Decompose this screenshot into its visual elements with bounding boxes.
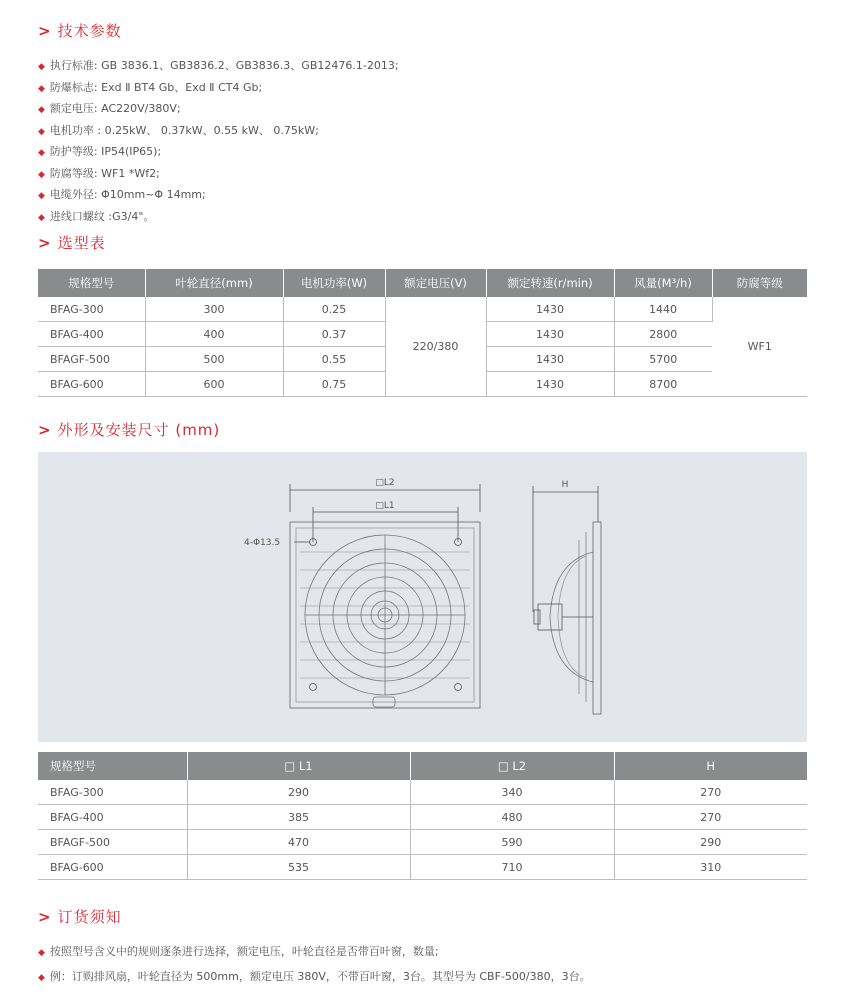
note-item: ◆ 例：订购排风扇，叶轮直径为 500mm，额定电压 380V，不带百叶窗，3台。其型号为 CBF-500/380，3台。 xyxy=(38,965,591,990)
diamond-bullet-icon: ◆ xyxy=(38,169,45,180)
spec-list xyxy=(38,56,399,228)
hole-label: 4-Φ13.5 xyxy=(244,538,281,548)
cell-flow: 1440 xyxy=(614,297,712,322)
header-power: 电机功率(W) xyxy=(283,269,385,297)
chevron-right-icon: > xyxy=(38,22,52,40)
order-notes xyxy=(38,940,591,990)
dimension-table xyxy=(38,752,807,880)
cell-diameter: 300 xyxy=(145,297,283,322)
cell-diameter: 400 xyxy=(145,322,283,347)
cell-speed: 1430 xyxy=(486,297,614,322)
cell-l1: 290 xyxy=(187,780,410,805)
cell-diameter: 500 xyxy=(145,347,283,372)
spec-item: ◆ 电缆外径: Φ10mm~Φ 14mm; xyxy=(38,185,399,207)
cell-model: BFAG-400 xyxy=(38,322,145,347)
table-header-row xyxy=(38,752,807,780)
note-item: ◆ 按照型号含义中的规则逐条进行选择，额定电压，叶轮直径是否带百叶窗，数量; xyxy=(38,940,591,965)
fan-grille xyxy=(305,535,465,695)
header-speed: 额定转速(r/min) xyxy=(486,269,614,297)
table-row xyxy=(38,830,807,855)
cell-voltage: 220/380 xyxy=(385,297,486,397)
diamond-bullet-icon: ◆ xyxy=(38,62,45,72)
diamond-bullet-icon: ◆ xyxy=(38,212,45,223)
cell-flow: 2800 xyxy=(614,322,712,347)
cell-diameter: 600 xyxy=(145,372,283,397)
cell-flow: 5700 xyxy=(614,347,712,372)
diamond-bullet-icon: ◆ xyxy=(38,948,45,958)
cell-speed: 1430 xyxy=(486,322,614,347)
selection-table xyxy=(38,269,807,397)
header-l2: □ L2 xyxy=(410,752,614,780)
cell-model: BFAG-300 xyxy=(38,297,145,322)
header-model: 规格型号 xyxy=(38,269,145,297)
diamond-bullet-icon: ◆ xyxy=(38,105,45,115)
spec-item: ◆ 电机功率 : 0.25kW、 0.37kW、0.55 kW、 0.75kW; xyxy=(38,121,399,143)
diamond-bullet-icon: ◆ xyxy=(38,148,45,158)
chevron-right-icon: > xyxy=(38,421,52,439)
cell-l2: 710 xyxy=(410,855,614,880)
section-title-order: > 订货须知 xyxy=(38,908,122,926)
cell-h: 270 xyxy=(614,805,807,830)
cell-speed: 1430 xyxy=(486,372,614,397)
cell-h: 310 xyxy=(614,855,807,880)
cell-l2: 480 xyxy=(410,805,614,830)
spec-item: ◆ 进线口螺纹 :G3/4"。 xyxy=(38,207,399,229)
section-title-dimensions: > 外形及安装尺寸 (mm) xyxy=(38,421,221,439)
l1-label: □L1 xyxy=(375,501,395,511)
table-row xyxy=(38,780,807,805)
diamond-bullet-icon: ◆ xyxy=(38,83,45,94)
cell-model: BFAG-300 xyxy=(38,780,187,805)
cell-power: 0.75 xyxy=(283,372,385,397)
header-diameter: 叶轮直径(mm) xyxy=(145,269,283,297)
cell-h: 290 xyxy=(614,830,807,855)
header-h: H xyxy=(614,752,807,780)
mounting-holes xyxy=(310,539,462,691)
cell-model: BFAG-400 xyxy=(38,805,187,830)
section-title-tech: > 技术参数 xyxy=(38,22,122,40)
header-flow: 风量(M³/h) xyxy=(614,269,712,297)
spec-item: ◆ 防爆标志: Exd Ⅱ BT4 Gb、Exd Ⅱ CT4 Gb; xyxy=(38,78,399,100)
cell-power: 0.37 xyxy=(283,322,385,347)
table-header-row xyxy=(38,269,807,297)
fan-drawing xyxy=(38,452,807,742)
cell-l1: 385 xyxy=(187,805,410,830)
cell-h: 270 xyxy=(614,780,807,805)
table-row xyxy=(38,297,807,322)
diamond-bullet-icon: ◆ xyxy=(38,126,45,137)
spec-item: ◆ 额定电压: AC220V/380V; xyxy=(38,99,399,121)
header-model: 规格型号 xyxy=(38,752,187,780)
h-label: H xyxy=(561,480,569,490)
cell-l1: 470 xyxy=(187,830,410,855)
spec-item: ◆ 防护等级: IP54(IP65); xyxy=(38,142,399,164)
header-voltage: 额定电压(V) xyxy=(385,269,486,297)
table-row xyxy=(38,855,807,880)
cell-power: 0.55 xyxy=(283,347,385,372)
cell-model: BFAG-600 xyxy=(38,855,187,880)
cell-l2: 590 xyxy=(410,830,614,855)
chevron-right-icon: > xyxy=(38,908,52,926)
side-plate xyxy=(593,522,601,714)
spec-item: ◆ 执行标准: GB 3836.1、GB3836.2、GB3836.3、GB12476.1-2013; xyxy=(38,56,399,78)
drawing-panel xyxy=(38,452,807,742)
l2-label: □L2 xyxy=(375,478,395,488)
cell-l1: 535 xyxy=(187,855,410,880)
diamond-bullet-icon: ◆ xyxy=(38,191,45,201)
section-title-selection: > 选型表 xyxy=(38,234,106,252)
cell-model: BFAGF-500 xyxy=(38,830,187,855)
cell-model: BFAGF-500 xyxy=(38,347,145,372)
table-row xyxy=(38,805,807,830)
cell-flow: 8700 xyxy=(614,372,712,397)
chevron-right-icon: > xyxy=(38,234,52,252)
cell-power: 0.25 xyxy=(283,297,385,322)
cell-speed: 1430 xyxy=(486,347,614,372)
cell-grade: WF1 xyxy=(712,297,807,397)
header-l1: □ L1 xyxy=(187,752,410,780)
cell-l2: 340 xyxy=(410,780,614,805)
header-grade: 防腐等级 xyxy=(712,269,807,297)
spec-item: ◆ 防腐等级: WF1 *Wf2; xyxy=(38,164,399,186)
diamond-bullet-icon: ◆ xyxy=(38,973,45,983)
cell-model: BFAG-600 xyxy=(38,372,145,397)
